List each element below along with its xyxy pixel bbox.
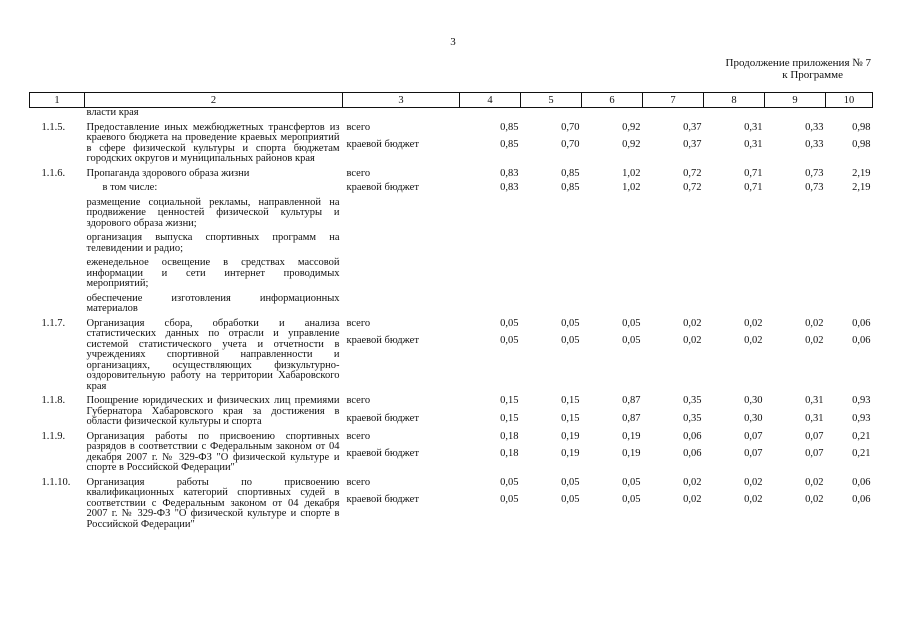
funding-source-cell [343, 108, 460, 123]
value-cell [460, 233, 521, 258]
value: 0,02 [805, 317, 824, 329]
row-number [30, 233, 85, 258]
value-cell [643, 478, 704, 535]
value: 0,85 [561, 182, 580, 193]
value: 0,02 [744, 476, 763, 488]
funding-source-cell [343, 123, 460, 169]
value: 0,06 [852, 494, 871, 505]
value-cell [521, 294, 582, 319]
value: 0,33 [805, 139, 824, 150]
value-cell [643, 198, 704, 234]
funding-source: всего [346, 121, 371, 133]
value: 0,19 [622, 430, 641, 442]
value-cell [521, 233, 582, 258]
value-cell [704, 478, 765, 535]
value-cell [826, 123, 873, 169]
value-cell [765, 432, 826, 478]
value: 0,87 [622, 395, 641, 406]
row-name: Организация работы по присвоению спортивных разрядов в соответствии с Федеральным законом от 04 декабря 2007 г. № 329-ФЗ "О физической культуре и спорте в Российской Федерации" [86, 430, 340, 473]
value-cell [643, 294, 704, 319]
value-cell [826, 169, 873, 184]
row-number: 1.1.5. [41, 121, 66, 133]
row-number [30, 183, 85, 198]
appendix-caption [651, 57, 871, 81]
value-cell [704, 294, 765, 319]
table-row [30, 396, 873, 432]
column-header: 8 [704, 93, 765, 108]
funding-source-cell [343, 198, 460, 234]
value: 0,05 [622, 494, 641, 505]
row-name: власти края [86, 107, 139, 118]
appendix-line-1: Продолжение приложения № 7 [725, 57, 871, 69]
value: 0,02 [683, 476, 702, 488]
funding-source: краевой бюджет [346, 412, 419, 424]
value-cell [460, 198, 521, 234]
value-cell [582, 319, 643, 397]
value-cell [765, 233, 826, 258]
value-cell [765, 198, 826, 234]
value: 0,05 [500, 335, 519, 346]
value: 0,85 [500, 139, 519, 150]
value-cell [826, 198, 873, 234]
row-number: 1.1.9. [41, 430, 66, 442]
table-row [30, 478, 873, 535]
value-cell [521, 432, 582, 478]
value-cell [765, 478, 826, 535]
value: 0,02 [805, 335, 824, 346]
value: 0,30 [744, 412, 763, 424]
value-cell [826, 183, 873, 198]
value-cell [582, 183, 643, 198]
value: 0,37 [683, 139, 702, 150]
funding-source-cell [343, 169, 460, 184]
value: 0,05 [500, 317, 519, 329]
value: 0,05 [622, 317, 641, 329]
value: 0,19 [622, 448, 641, 459]
value: 0,02 [683, 317, 702, 329]
value-cell [643, 432, 704, 478]
value-cell [521, 396, 582, 432]
value: 0,93 [852, 412, 871, 424]
value: 0,05 [622, 476, 641, 488]
value-cell [826, 233, 873, 258]
table-row [30, 319, 873, 397]
table-row [30, 169, 873, 184]
value: 0,71 [744, 182, 763, 193]
funding-source-cell [343, 294, 460, 319]
funding-source: всего [346, 167, 371, 179]
value: 1,02 [622, 182, 641, 193]
value: 0,98 [852, 121, 871, 133]
table-body [30, 108, 873, 535]
funding-source: всего [346, 430, 371, 442]
value: 0,15 [561, 412, 580, 424]
value-cell [521, 108, 582, 123]
table-row [30, 183, 873, 198]
value: 0,73 [805, 182, 824, 193]
value: 0,92 [622, 139, 641, 150]
funding-source-cell [343, 319, 460, 397]
value-cell [826, 258, 873, 294]
row-name: обеспечение изготовления информационных материалов [86, 292, 340, 314]
funding-source-cell [343, 233, 460, 258]
column-header: 3 [343, 93, 460, 108]
value: 0,06 [852, 335, 871, 346]
value: 0,05 [500, 494, 519, 505]
value-cell [582, 396, 643, 432]
value: 0,02 [683, 335, 702, 346]
value: 0,37 [683, 121, 702, 133]
funding-source: краевой бюджет [346, 448, 419, 459]
column-header: 6 [582, 93, 643, 108]
value: 0,30 [744, 395, 763, 406]
appendix-line-2: к Программе [782, 69, 843, 81]
value: 2,19 [852, 182, 871, 193]
column-header: 10 [826, 93, 873, 108]
funding-source-cell [343, 396, 460, 432]
row-number [30, 198, 85, 234]
value: 0,31 [744, 139, 763, 150]
row-number [30, 258, 85, 294]
value-cell [704, 198, 765, 234]
value-cell [704, 183, 765, 198]
value-cell [582, 198, 643, 234]
row-number: 1.1.6. [41, 167, 66, 179]
value: 0,05 [561, 335, 580, 346]
value-cell [460, 478, 521, 535]
column-header: 1 [30, 93, 85, 108]
row-name: Организация сбора, обработки и анализа статистических данных по отрасли и управление системой статистического учета и отчетности в учреждениях спортивной направленности и организациях, осуществляющих физкультурно-оздоровительную работу на территории Хабаровского края [86, 317, 340, 392]
value-cell [765, 169, 826, 184]
row-number [30, 294, 85, 319]
table-row [30, 108, 873, 123]
value-cell [460, 169, 521, 184]
value: 2,19 [852, 167, 871, 179]
value-cell [460, 123, 521, 169]
funding-source: всего [346, 317, 371, 329]
value: 0,05 [500, 476, 519, 488]
value: 0,83 [500, 182, 519, 193]
table-row [30, 198, 873, 234]
value: 1,02 [622, 167, 641, 179]
row-name: в том числе: [102, 182, 158, 193]
value-cell [643, 183, 704, 198]
value-cell [765, 396, 826, 432]
value: 0,85 [561, 167, 580, 179]
value: 0,05 [561, 476, 580, 488]
value: 0,35 [683, 412, 702, 424]
value-cell [765, 108, 826, 123]
value: 0,07 [805, 430, 824, 442]
page-number: 3 [450, 36, 456, 48]
row-name: Предоставление иных межбюджетных трансфертов из краевого бюджета на проведение краевых мероприятий в сфере физической культуры и спорта бюджетам городских округов и муниципальных районов края [86, 121, 340, 164]
value-cell [643, 396, 704, 432]
column-header: 5 [521, 93, 582, 108]
value: 0,83 [500, 167, 519, 179]
value-cell [460, 396, 521, 432]
value-cell [460, 294, 521, 319]
value-cell [826, 108, 873, 123]
value: 0,05 [622, 335, 641, 346]
value-cell [582, 108, 643, 123]
value: 0,35 [683, 395, 702, 406]
program-table [29, 92, 873, 534]
value: 0,06 [683, 448, 702, 459]
value-cell [521, 478, 582, 535]
value-cell [765, 258, 826, 294]
funding-source: краевой бюджет [346, 494, 419, 505]
value-cell [765, 319, 826, 397]
value-cell [765, 123, 826, 169]
value-cell [521, 319, 582, 397]
value: 0,19 [561, 448, 580, 459]
table-row [30, 432, 873, 478]
value-cell [521, 169, 582, 184]
value: 0,02 [744, 494, 763, 505]
value-cell [521, 198, 582, 234]
value: 0,15 [500, 395, 519, 406]
value: 0,02 [805, 494, 824, 505]
value: 0,15 [500, 412, 519, 424]
row-name: организация выпуска спортивных программ на телевидении и радио; [86, 232, 340, 254]
value: 0,02 [683, 494, 702, 505]
value: 0,05 [561, 317, 580, 329]
table-row [30, 233, 873, 258]
value: 0,31 [805, 412, 824, 424]
funding-source-cell [343, 478, 460, 535]
value-cell [765, 183, 826, 198]
value-cell [582, 123, 643, 169]
value-cell [643, 108, 704, 123]
column-header: 9 [765, 93, 826, 108]
value: 0,71 [744, 167, 763, 179]
row-name: еженедельное освещение в средствах массовой информации и сети интернет проводимых мероприятий; [86, 257, 340, 289]
value: 0,73 [805, 167, 824, 179]
value: 0,93 [852, 395, 871, 406]
row-number: 1.1.10. [41, 476, 71, 488]
column-header: 4 [460, 93, 521, 108]
value-cell [826, 478, 873, 535]
value: 0,07 [744, 430, 763, 442]
value-cell [704, 233, 765, 258]
value-cell [582, 258, 643, 294]
value: 0,31 [805, 395, 824, 406]
value-cell [582, 432, 643, 478]
value-cell [704, 396, 765, 432]
funding-source: всего [346, 395, 371, 406]
value-cell [582, 294, 643, 319]
value-cell [704, 108, 765, 123]
value-cell [765, 294, 826, 319]
value: 0,21 [852, 448, 871, 459]
value-cell [704, 123, 765, 169]
value: 0,21 [852, 430, 871, 442]
funding-source-cell [343, 183, 460, 198]
row-name: Организация работы по присвоению квалификационных категорий спортивных судей в соответствии с Федеральным законом от 04 декабря 2007 г. № 329-ФЗ "О физической культуре и спорте в Российской Федерации" [86, 476, 340, 530]
value-cell [460, 183, 521, 198]
value-cell [643, 319, 704, 397]
value-cell [643, 233, 704, 258]
value: 0,06 [683, 430, 702, 442]
value: 0,18 [500, 448, 519, 459]
value-cell [460, 258, 521, 294]
funding-source-cell [343, 258, 460, 294]
value-cell [460, 319, 521, 397]
value-cell [826, 319, 873, 397]
value-cell [643, 123, 704, 169]
value: 0,02 [805, 476, 824, 488]
table-row [30, 123, 873, 169]
value-cell [582, 478, 643, 535]
value-cell [704, 319, 765, 397]
value: 0,06 [852, 476, 871, 488]
value: 0,31 [744, 121, 763, 133]
value-cell [521, 123, 582, 169]
value: 0,98 [852, 139, 871, 150]
value: 0,70 [561, 139, 580, 150]
value-cell [643, 258, 704, 294]
value: 0,15 [561, 395, 580, 406]
value: 0,19 [561, 430, 580, 442]
value: 0,85 [500, 121, 519, 133]
value-cell [460, 432, 521, 478]
value-cell [826, 432, 873, 478]
column-header: 2 [85, 93, 343, 108]
row-number: 1.1.7. [41, 317, 66, 329]
value: 0,87 [622, 412, 641, 424]
funding-source: краевой бюджет [346, 139, 419, 150]
row-number: 1.1.8. [41, 395, 66, 406]
value-cell [643, 169, 704, 184]
table-header-row [30, 93, 873, 108]
row-number [30, 108, 85, 123]
table-row [30, 258, 873, 294]
value: 0,07 [805, 448, 824, 459]
funding-source: краевой бюджет [346, 335, 419, 346]
table-row [30, 294, 873, 319]
value-cell [521, 183, 582, 198]
value-cell [582, 233, 643, 258]
value: 0,02 [744, 317, 763, 329]
value-cell [704, 169, 765, 184]
value-cell [826, 294, 873, 319]
value: 0,02 [744, 335, 763, 346]
row-name: размещение социальной рекламы, направленной на продвижение ценностей физической культуры и здорового образа жизни; [86, 196, 340, 229]
funding-source-cell [343, 432, 460, 478]
funding-source: всего [346, 476, 371, 488]
value-cell [704, 432, 765, 478]
value: 0,18 [500, 430, 519, 442]
value: 0,07 [744, 448, 763, 459]
value: 0,33 [805, 121, 824, 133]
value: 0,72 [683, 167, 702, 179]
value-cell [704, 258, 765, 294]
value-cell [582, 169, 643, 184]
value: 0,72 [683, 182, 702, 193]
value: 0,06 [852, 317, 871, 329]
value: 0,05 [561, 494, 580, 505]
value-cell [521, 258, 582, 294]
value: 0,70 [561, 121, 580, 133]
value: 0,92 [622, 121, 641, 133]
funding-source: краевой бюджет [346, 182, 419, 193]
value-cell [460, 108, 521, 123]
row-name: Пропаганда здорового образа жизни [86, 167, 250, 179]
column-header: 7 [643, 93, 704, 108]
row-name: Поощрение юридических и физических лиц премиями Губернатора Хабаровского края за достижения в области физической культуры и спорта [86, 395, 340, 427]
value-cell [826, 396, 873, 432]
